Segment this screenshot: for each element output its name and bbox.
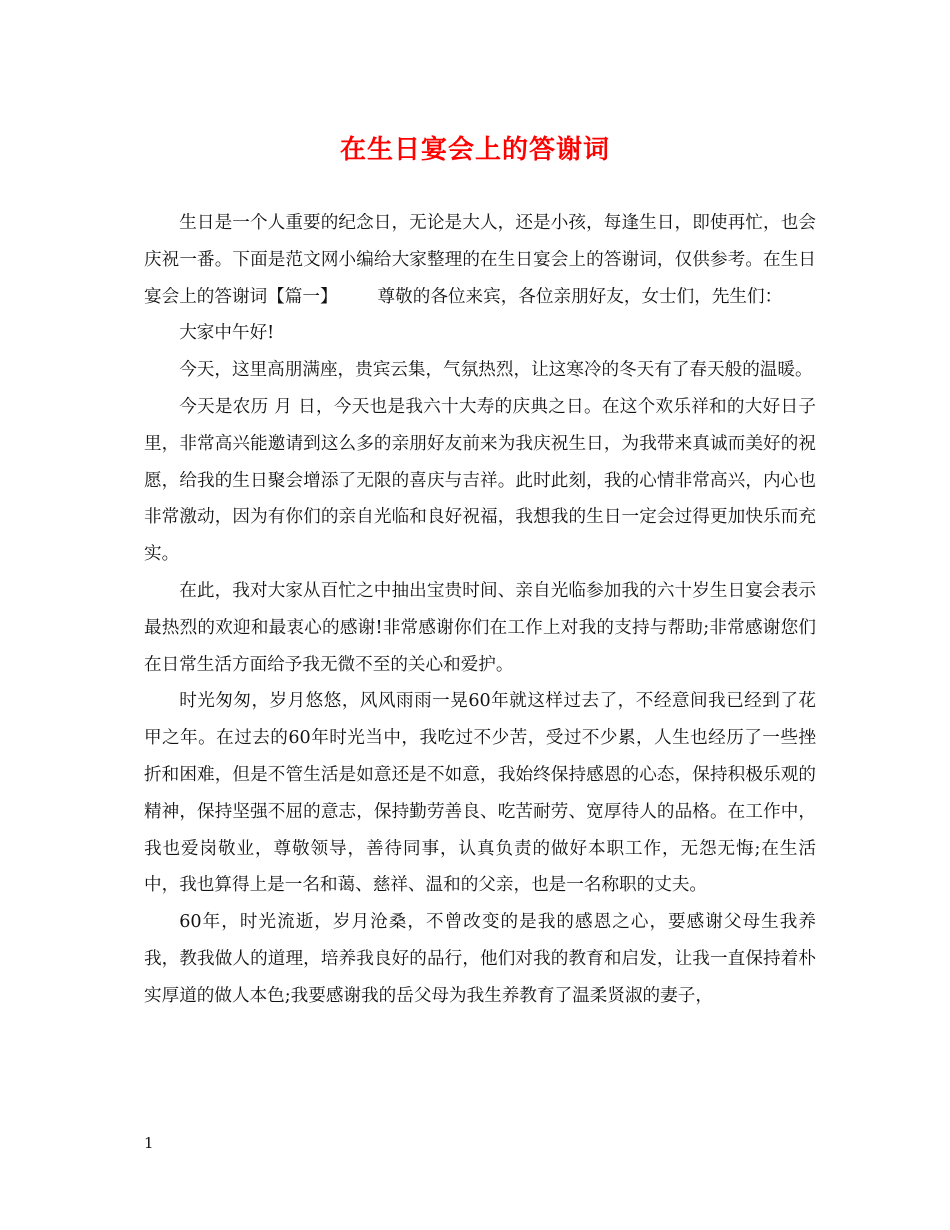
intro-text: 生日是一个人重要的纪念日，无论是大人，还是小孩，每逢生日，即使再忙，也会庆祝一番。下面是范文网小编给大家整理的在生日宴会上的答谢词，仅供参考。在生日宴会上的答谢词【篇一】: [144, 213, 816, 307]
paragraph: 时光匆匆，岁月悠悠，风风雨雨一晃60年就这样过去了，不经意间我已经到了花甲之年。在过去的60年时光当中，我吃过不少苦，受过不少累，人生也经历了一些挫折和困难，但是不管生活是如意还是不如意，我始终保持感恩的心态，保持积极乐观的精神，保持坚强不屈的意志，保持勤劳善良、吃苦耐劳、宽厚待人的品格。在工作中，我也爱岗敬业，尊敬领导，善待同事，认真负责的做好本职工作，无怨无悔;在生活中，我也算得上是一名和蔼、慈祥、温和的父亲，也是一名称职的丈夫。: [144, 691, 816, 896]
paragraph: 在此，我对大家从百忙之中抽出宝贵时间、亲自光临参加我的六十岁生日宴会表示最热烈的欢迎和最衷心的感谢!非常感谢你们在工作上对我的支持与帮助;非常感谢您们在日常生活方面给予我无微不至的关心和爱护。: [144, 580, 816, 675]
document-title: 在生日宴会上的答谢词: [339, 135, 610, 165]
paragraph: 今天是农历 月 日，今天也是我六十大寿的庆典之日。在这个欢乐祥和的大好日子里，非常高兴能邀请到这么多的亲朋好友前来为我庆祝生日，为我带来真诚而美好的祝愿，给我的生日聚会增添了无限的喜庆与吉祥。此时此刻，我的心情非常高兴，内心也非常激动，因为有你们的亲自光临和良好祝福，我想我的生日一定会过得更加快乐而充实。: [144, 396, 816, 565]
document-body: [144, 205, 816, 1015]
paragraph: 今天，这里高朋满座，贵宾云集，气氛热烈，让这寒冷的冬天有了春天般的温暖。: [179, 360, 813, 381]
paragraph: 大家中午好!: [179, 323, 275, 344]
greeting-text: 尊敬的各位来宾，各位亲朋好友，女士们，先生们：: [377, 286, 783, 307]
paragraph: 60年，时光流逝，岁月沧桑，不曾改变的是我的感恩之心，要感谢父母生我养我，教我做人的道理，培养我良好的品行，他们对我的教育和启发，让我一直保持着朴实厚道的做人本色;我要感谢我的岳父母为我生养教育了温柔贤淑的妻子，: [144, 912, 816, 1006]
intro-paragraph: [144, 205, 816, 315]
page-number: 1: [144, 1134, 154, 1152]
